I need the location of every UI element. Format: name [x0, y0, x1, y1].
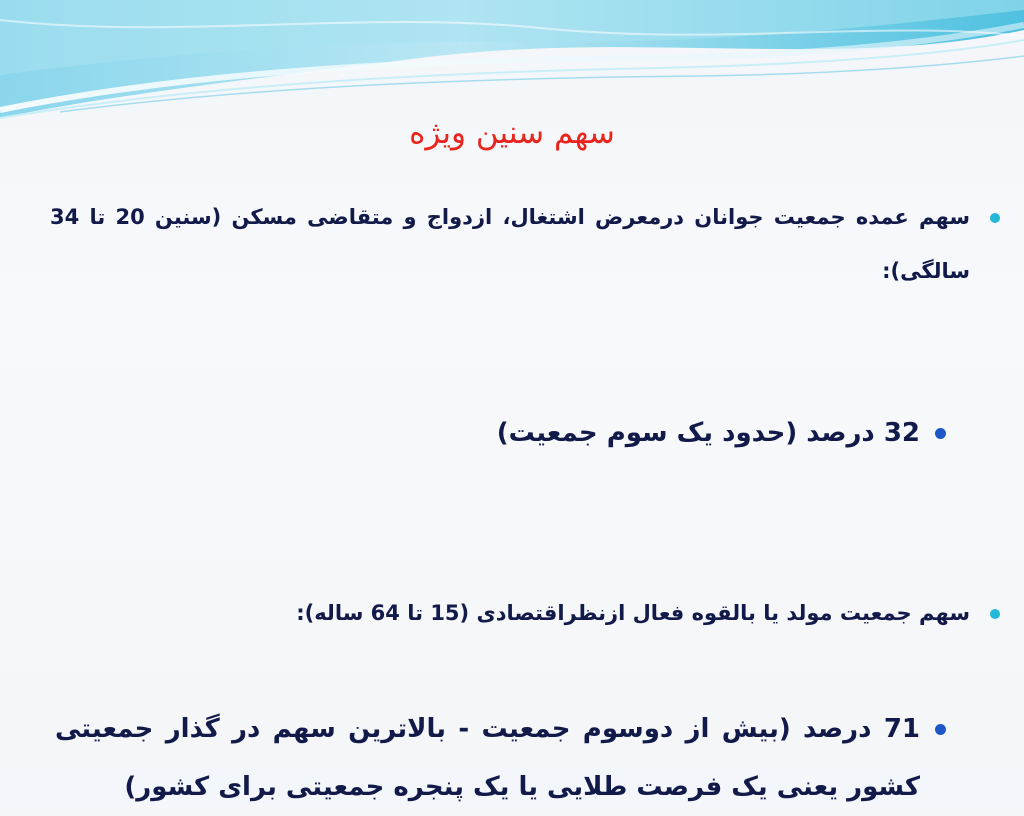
- bullet-dot-icon: [990, 609, 1000, 619]
- bullet-dot-icon: [935, 428, 946, 439]
- bullet-dot-icon: [990, 213, 1000, 223]
- sub-bullet-working-age-percent: [55, 700, 946, 816]
- bullet-youth-share: [50, 190, 1000, 298]
- sub-bullet-youth-percent: [400, 404, 946, 462]
- bullet-dot-icon: [935, 724, 946, 735]
- slide-title: سهم سنین ویژه: [409, 115, 615, 151]
- header-wave-decoration: [0, 0, 1024, 125]
- bullet-text: سهم جمعیت مولد یا بالقوه فعال ازنظراقتصادی (15 تا 64 ساله):: [296, 601, 970, 625]
- sub-bullet-text: 32 درصد (حدود یک سوم جمعیت): [496, 418, 920, 448]
- bullet-text: سهم عمده جمعیت جوانان درمعرض اشتغال، ازدواج و متقاضی مسکن (سنین 20 تا 34 سالگی):: [50, 205, 970, 283]
- bullet-working-age-share: [50, 586, 1000, 640]
- sub-bullet-text: 71 درصد (بیش از دوسوم جمعیت - بالاترین سهم در گذار جمعیتی کشور یعنی یک فرصت طلایی یا یک پنجره جمعیتی برای کشور): [55, 714, 920, 802]
